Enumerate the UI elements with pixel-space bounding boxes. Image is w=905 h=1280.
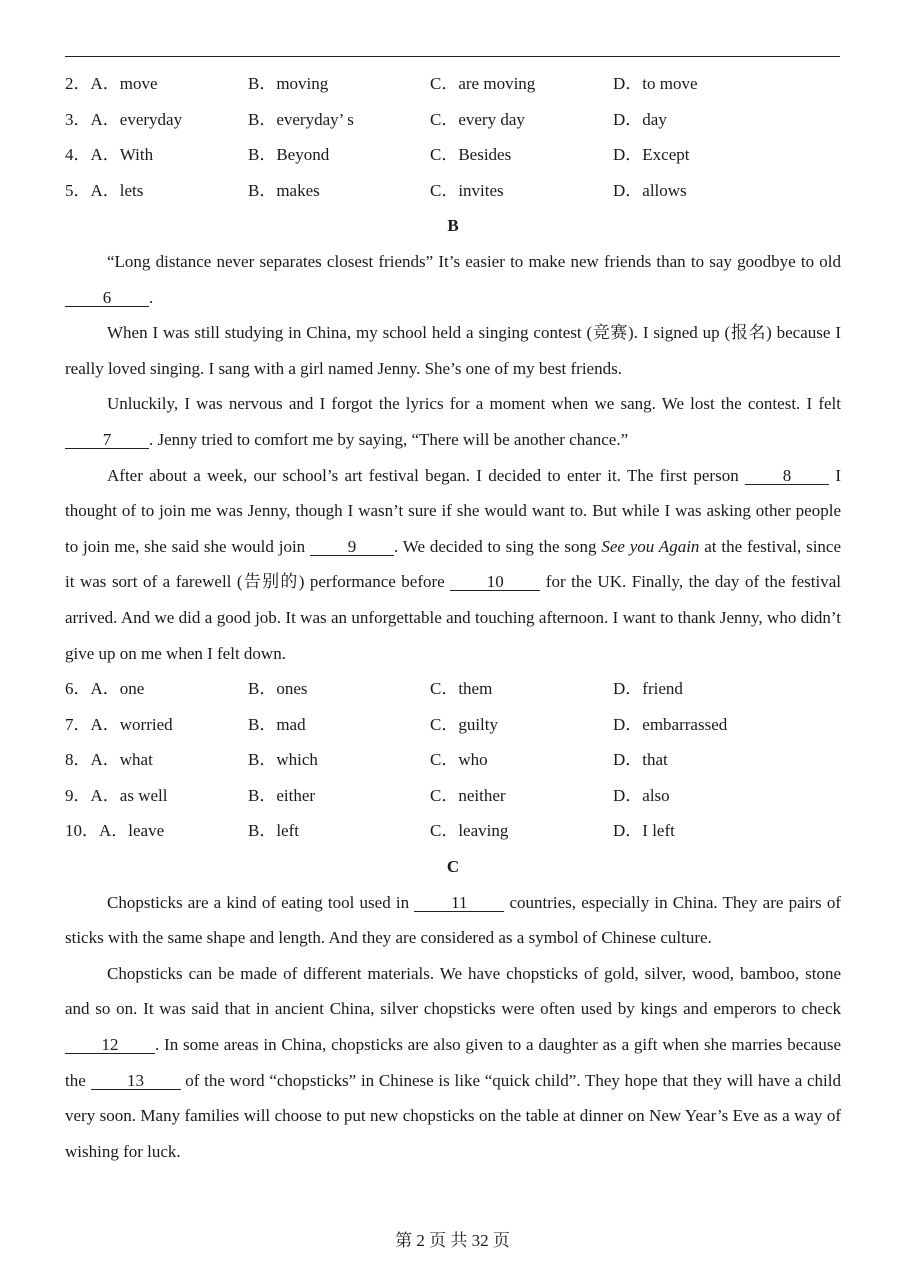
page-content	[65, 66, 841, 1169]
paragraph-text: of the word “chopsticks” in Chinese is like “quick child”. They hope that they will have a child very soon. Many families will choose to put new chopsticks on the table at dinner on New Year’s Eve as a way of wishing for luck.	[65, 1070, 841, 1161]
paragraph-text: Chopsticks are a kind of eating tool used in	[107, 892, 415, 912]
paragraph	[65, 458, 841, 672]
page-footer: 第 2 页 共 32 页	[395, 1231, 510, 1250]
option-a: 9．A．as well	[65, 785, 168, 805]
option-b: B．Beyond	[248, 145, 330, 165]
section-heading-b: B	[447, 216, 459, 236]
option-row-4	[65, 137, 841, 173]
blank-13: 13	[91, 1073, 181, 1090]
option-d: D．friend	[613, 679, 683, 699]
option-b: B．everyday’ s	[248, 109, 354, 129]
paragraph-text: at the festival, since it was sort of a farewell (告别的) performance before	[65, 536, 842, 592]
option-d: D．allows	[613, 180, 687, 200]
option-c: C．who	[430, 750, 488, 770]
option-b: B．ones	[248, 679, 308, 699]
option-b: B．left	[248, 821, 299, 841]
header-rule	[65, 56, 840, 57]
blank-10: 10	[450, 574, 540, 591]
option-d: D．also	[613, 785, 670, 805]
option-a: 10．A．leave	[65, 821, 165, 841]
paragraph-text: for the UK. Finally, the day of the festival arrived. And we did a good job. It was an unforgettable and touching afternoon. I want to thank Jenny, who didn’t give up on me when I felt down.	[65, 572, 841, 663]
paragraph	[65, 956, 841, 1170]
option-row-3	[65, 102, 841, 138]
blank-9: 9	[310, 539, 394, 556]
blank-11: 11	[414, 895, 504, 912]
paragraph	[65, 244, 841, 315]
blank-7: 7	[65, 432, 149, 449]
option-d: D．I left	[613, 821, 675, 841]
option-b: B．makes	[248, 180, 320, 200]
section-heading-c: C	[446, 857, 460, 877]
paragraph-text: When I was still studying in China, my school held a singing contest (竞赛). I signed up (报名) because I really loved singing. I sang with a girl named Jenny. She’s one of my best friends.	[65, 323, 841, 378]
option-d: D．that	[613, 750, 668, 770]
option-b: B．which	[248, 750, 318, 770]
paragraph-text: . Jenny tried to comfort me by saying, “There will be another chance.”	[149, 429, 629, 449]
paragraph-text: .	[149, 287, 154, 307]
option-d: D．embarrassed	[613, 714, 728, 734]
option-b: B．moving	[248, 74, 329, 93]
option-a: 2．A．move	[65, 74, 158, 93]
paragraph-text: . In some areas in China, chopsticks are also given to a daughter as a gift when she marries because the	[65, 1035, 841, 1090]
paragraph-text: countries, especially in China. They are pairs of sticks with the same shape and length. And they are considered as a symbol of Chinese culture.	[65, 892, 841, 948]
paragraph	[65, 386, 841, 457]
blank-8: 8	[745, 468, 829, 485]
option-d: D．day	[613, 109, 667, 129]
option-d: D．to move	[613, 74, 698, 93]
paragraph-text: Unluckily, I was nervous and I forgot the lyrics for a moment when we sang. We lost the contest. I felt	[107, 394, 841, 414]
paragraph	[65, 885, 841, 956]
option-row-8	[65, 742, 841, 778]
paragraph-text: Chopsticks can be made of different materials. We have chopsticks of gold, silver, wood, bamboo, stone and so on. It was said that in ancient China, silver chopsticks were often used by kings and emperors to check	[65, 963, 841, 1019]
paragraph-text: . We decided to sing the song	[394, 536, 602, 556]
paragraph-text: I thought of to join me was Jenny, though I wasn’t sure if she would want to. But while I was asking other people to join me, she said she would join	[65, 465, 841, 556]
option-c: C．neither	[430, 785, 506, 805]
option-c: C．invites	[430, 180, 504, 200]
option-a: 3．A．everyday	[65, 109, 183, 129]
option-row-7	[65, 707, 841, 743]
blank-6: 6	[65, 290, 149, 307]
option-a: 7．A．worried	[65, 714, 173, 734]
paragraph	[65, 315, 841, 386]
paragraph-text: After about a week, our school’s art festival began. I decided to enter it. The first person	[107, 465, 746, 485]
option-c: C．them	[430, 679, 493, 699]
option-c: C．Besides	[430, 145, 512, 165]
option-a: 4．A．With	[65, 145, 154, 165]
option-c: C．leaving	[430, 821, 509, 841]
option-d: D．Except	[613, 145, 690, 165]
blank-12: 12	[65, 1037, 155, 1054]
option-c: C．guilty	[430, 714, 499, 734]
option-row-6	[65, 671, 841, 707]
option-b: B．either	[248, 785, 316, 805]
option-a: 8．A．what	[65, 750, 153, 770]
option-row-9	[65, 778, 841, 814]
option-b: B．mad	[248, 714, 306, 734]
option-a: 6．A．one	[65, 679, 145, 699]
option-a: 5．A．lets	[65, 180, 144, 200]
option-c: C．every day	[430, 109, 525, 129]
option-row-10	[65, 813, 841, 849]
paragraph-text: “Long distance never separates closest friends” It’s easier to make new friends than to say goodbye to old	[107, 251, 841, 271]
option-row-5	[65, 173, 841, 209]
option-row-2	[65, 66, 841, 102]
option-c: C．are moving	[430, 74, 536, 93]
song-title: See you Again	[601, 536, 700, 556]
